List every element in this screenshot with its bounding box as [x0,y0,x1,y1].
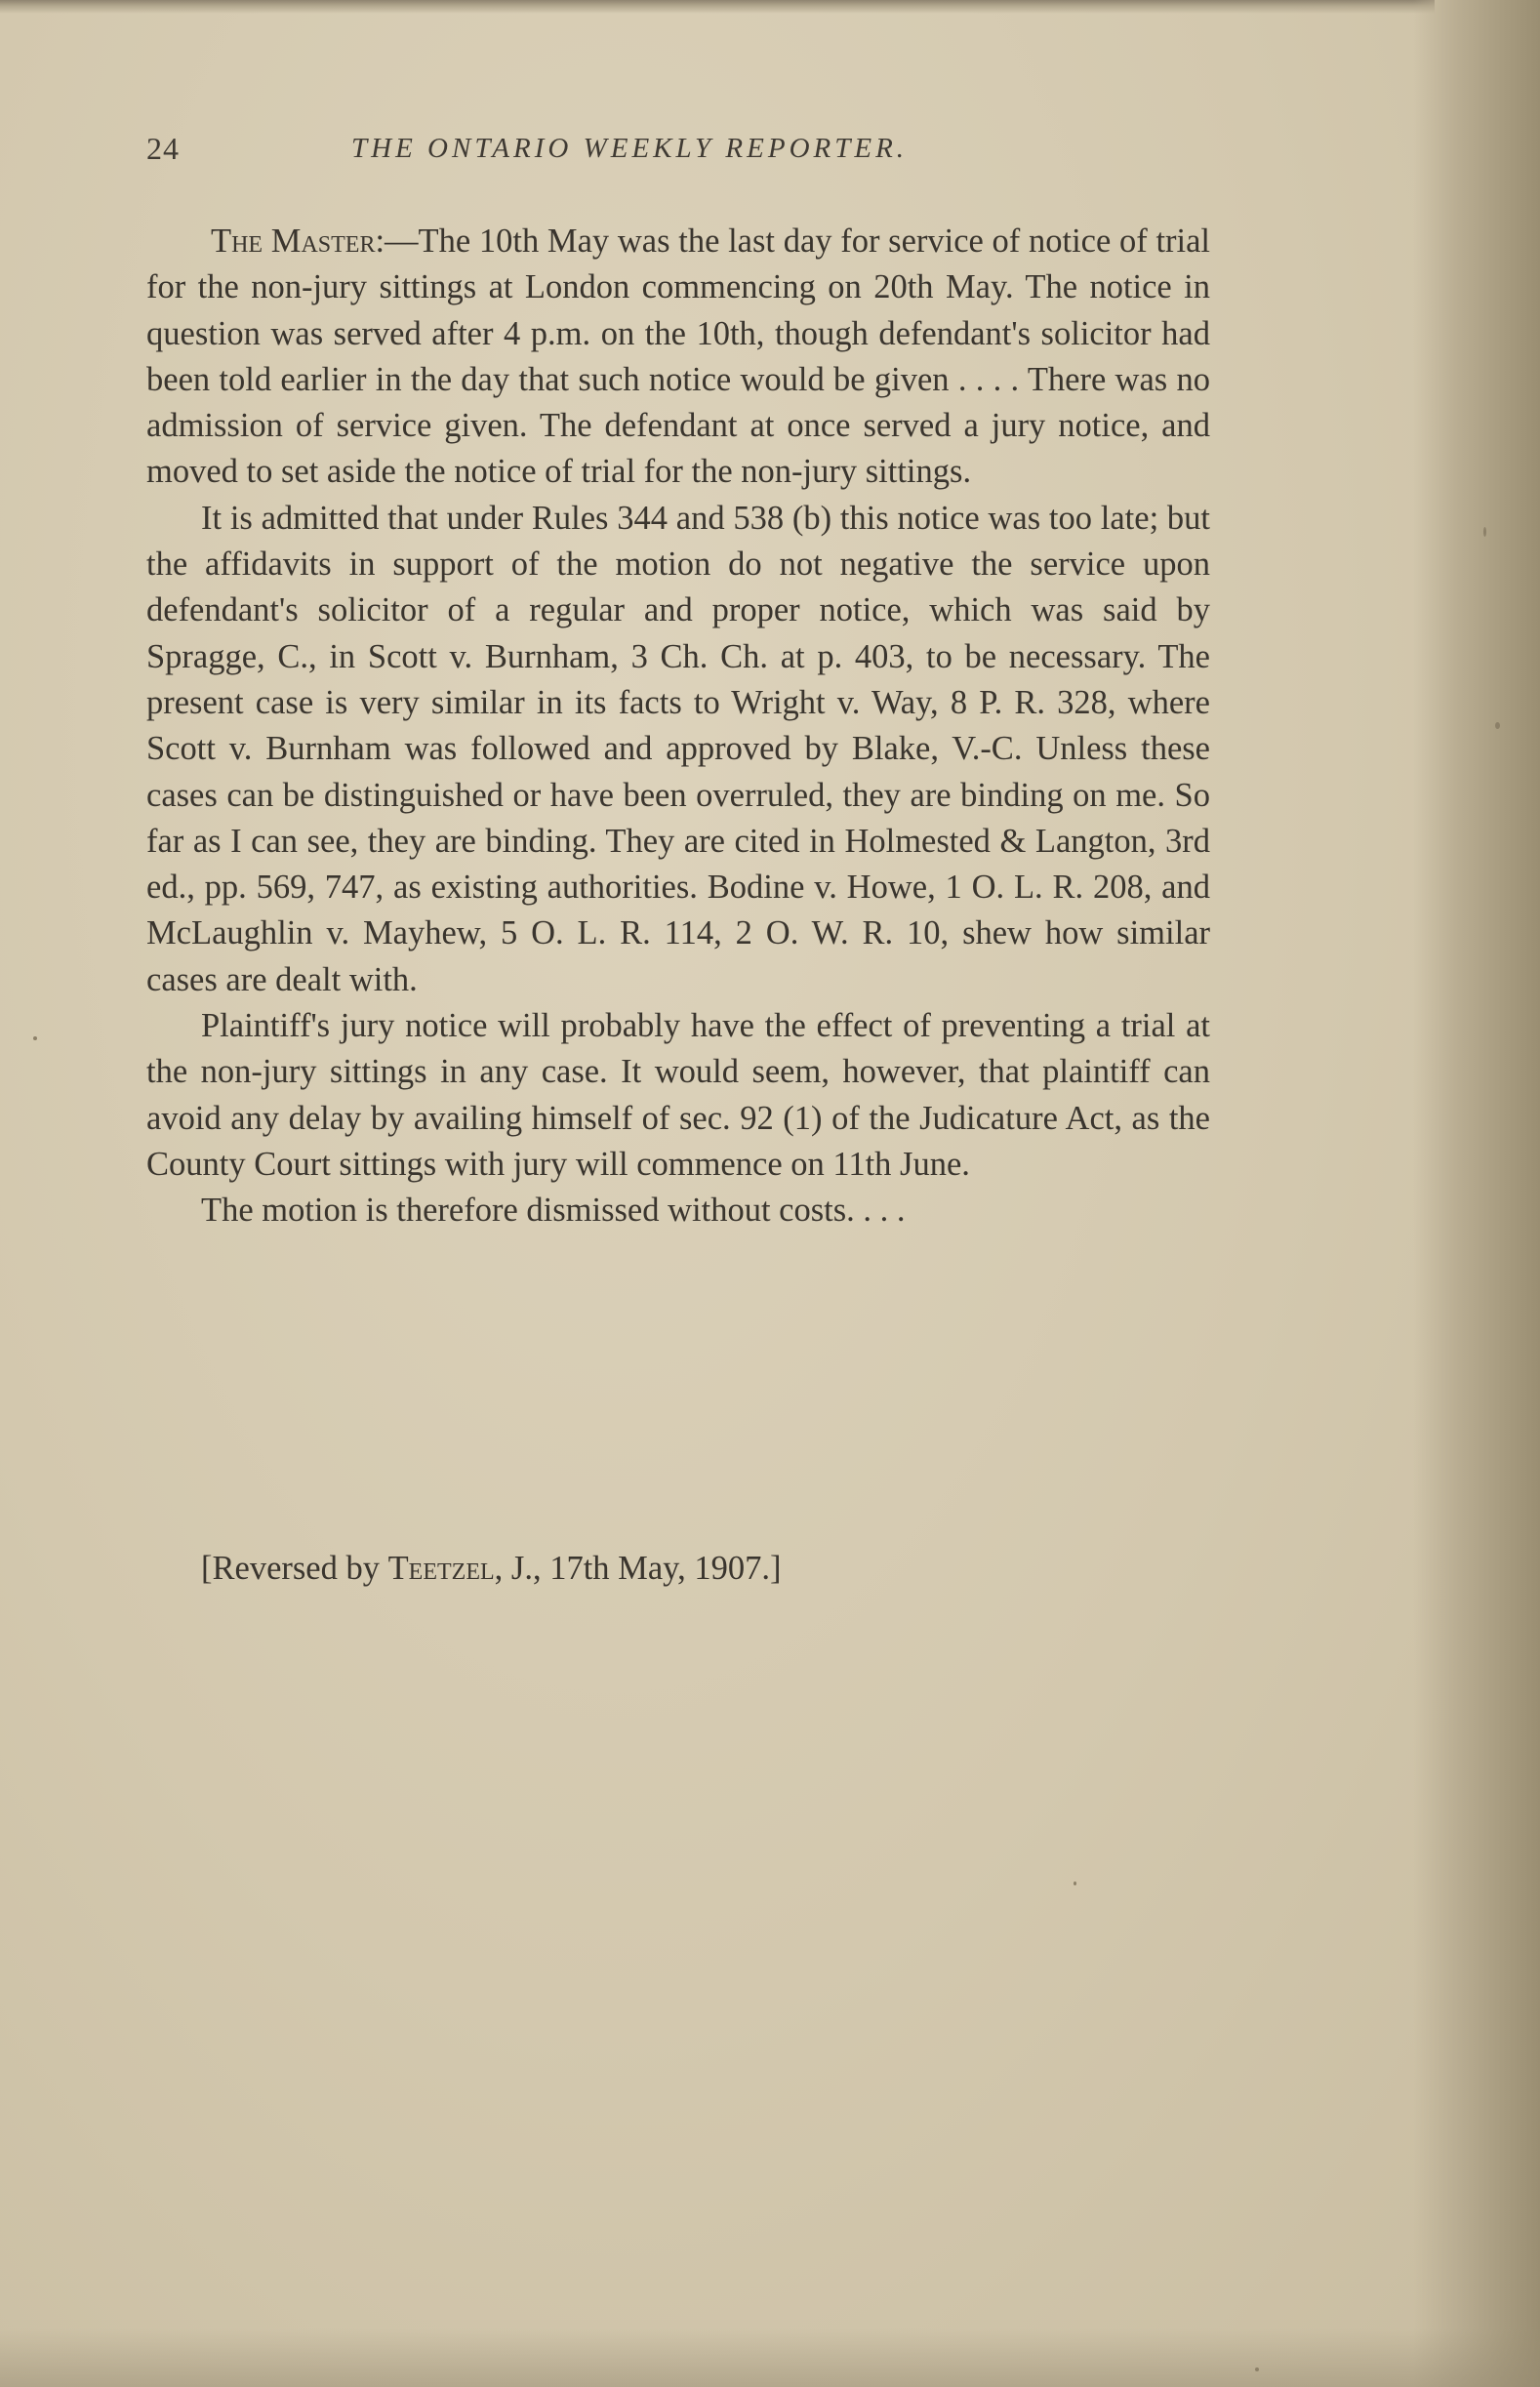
page-top-edge [0,0,1435,14]
spine-shadow [1413,0,1540,2387]
reversal-judge-name: Teetzel [387,1550,495,1587]
speck [1255,2367,1259,2371]
journal-title: THE ONTARIO WEEKLY REPORTER. [351,133,909,164]
page-bottom-shadow [0,2328,1540,2387]
speck [1483,527,1486,537]
paragraph-2: It is admitted that under Rules 344 and 538 (b) this notice was too late; but the affidavits in support of the motion do not negative the service upon defendant's solicitor of a regular and proper notice, which was said by Spragge, C., in Scott v. Burnham, 3 Ch. Ch. at p. 403, to be necessary. The present case is very similar in its facts to Wright v. Way, 8 P. R. 328, where Scott v. Burnham was followed and approved by Blake, V.-C. Unless these cases can be distinguished or have been overruled, they are binding on me. So far as I can see, they are binding. They are cited in Holmested & Langton, 3rd ed., pp. 569, 747, as existing authorities. Bodine v. Howe, 1 O. L. R. 208, and McLaughlin v. Mayhew, 5 O. L. R. 114, 2 O. W. R. 10, shew how similar cases are dealt with. [146,499,1210,998]
page-number: 24 [146,131,180,166]
reversal-note-close: , J., 17th May, 1907.] [494,1550,782,1587]
paragraph-1 [146,219,1210,496]
running-head [146,131,1220,170]
body-text [146,219,1210,1234]
reversal-note [201,1546,782,1592]
speck [33,1036,37,1040]
speck [1495,722,1500,729]
paragraph-3: Plaintiff's jury notice will probably have the effect of preventing a trial at the non-jury sittings in any case. It would seem, however, that plaintiff can avoid any delay by availing himself of sec. 92 (1) of the Judicature Act, as the County Court sittings with jury will commence on 11th June. [146,1007,1210,1183]
speaker-name: The Master [211,223,376,260]
paragraph-4: The motion is therefore dismissed without costs. . . . [201,1192,906,1230]
reversal-note-open: [Reversed by [201,1550,388,1587]
speck [1074,1881,1076,1885]
paragraph-1-text: :—The 10th May was the last day for service of notice of trial for the non-jury sittings at London commencing on 20th May. The notice in question was served after 4 p.m. on the 10th, though defendant's solicitor had been told earlier in the day that such notice would be given . . . . There was no admission of service given. The defendant at once served a jury notice, and moved to set aside the notice of trial for the non-jury sittings. [146,223,1211,491]
